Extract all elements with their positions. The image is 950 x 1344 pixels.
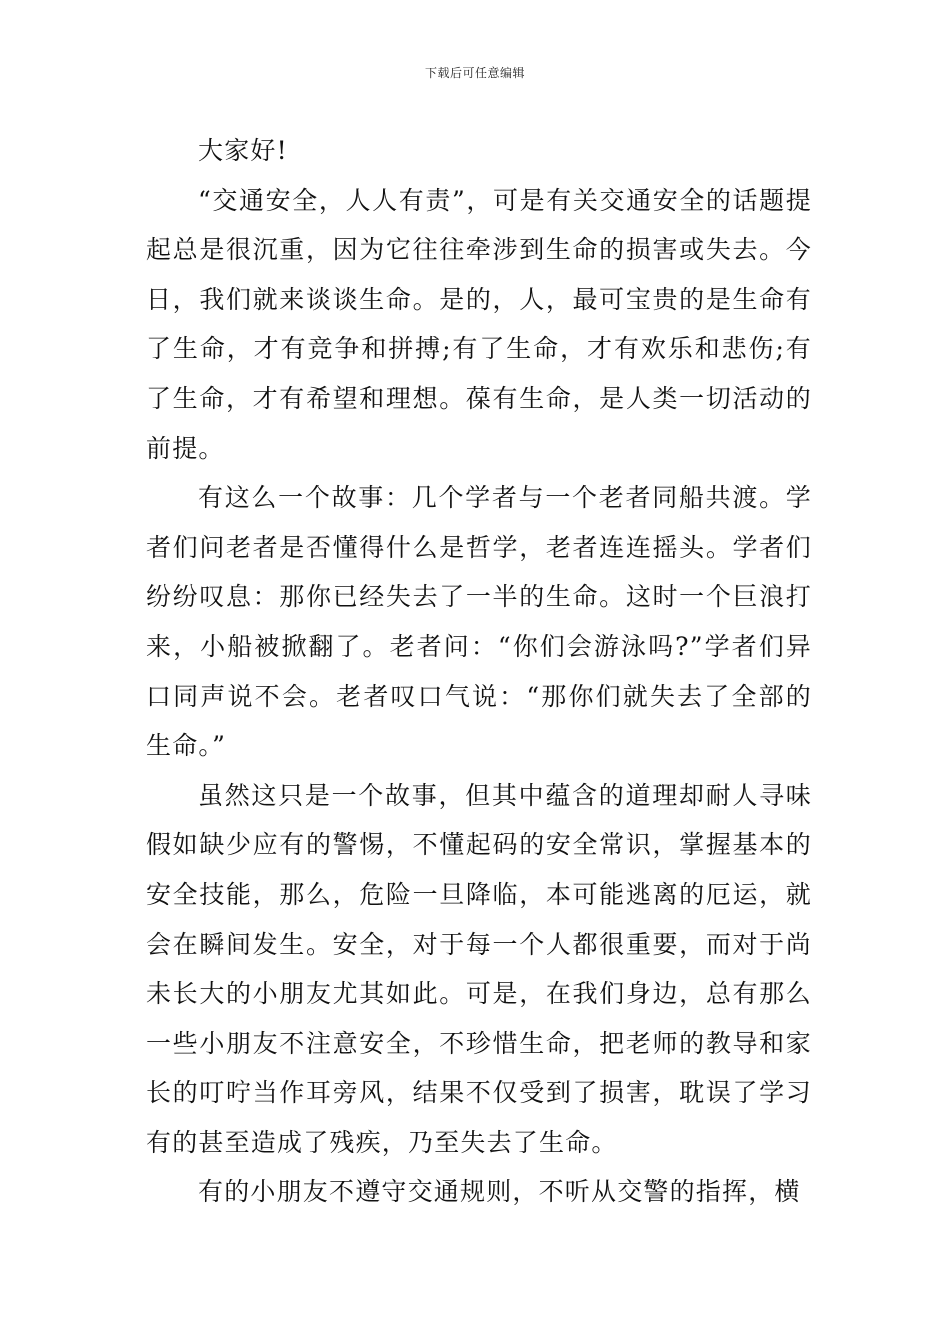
speech-body — [146, 126, 812, 1217]
paragraph-2: 有这么一个故事：几个学者与一个老者同船共渡。学者们问老者是否懂得什么是哲学，老者连连摇头。学者们纷纷叹息：那你已经失去了一半的生命。这时一个巨浪打来，小船被掀翻了。老者问：“你们会游泳吗?”学者们异口同声说不会。老者叹口气说：“那你们就失去了全部的生命。” — [146, 483, 812, 761]
paragraph-3: 虽然这只是一个故事，但其中蕴含的道理却耐人寻味假如缺少应有的警惕，不懂起码的安全常识，掌握基本的安全技能，那么，危险一旦降临，本可能逃离的厄运，就会在瞬间发生。安全，对于每一个人都很重要，而对于尚未长大的小朋友尤其如此。可是，在我们身边，总有那么一些小朋友不注意安全，不珍惜生命，把老师的教导和家长的叮咛当作耳旁风，结果不仅受到了损害，耽误了学习有的甚至造成了残疾，乃至失去了生命。 — [146, 780, 812, 1157]
greeting: 大家好! — [198, 136, 288, 165]
paragraph-1: “交通安全，人人有责”，可是有关交通安全的话题提起总是很沉重，因为它往往牵涉到生命的损害或失去。今日，我们就来谈谈生命。是的，人，最可宝贵的是生命有了生命，才有竞争和拼搏;有了生命，才有欢乐和悲伤;有了生命，才有希望和理想。葆有生命，是人类一切活动的前提。 — [146, 185, 812, 463]
paragraph-4: 有的小朋友不遵守交通规则，不听从交警的指挥，横 — [198, 1177, 801, 1207]
header-note: 下载后可任意编辑 — [424, 66, 525, 80]
